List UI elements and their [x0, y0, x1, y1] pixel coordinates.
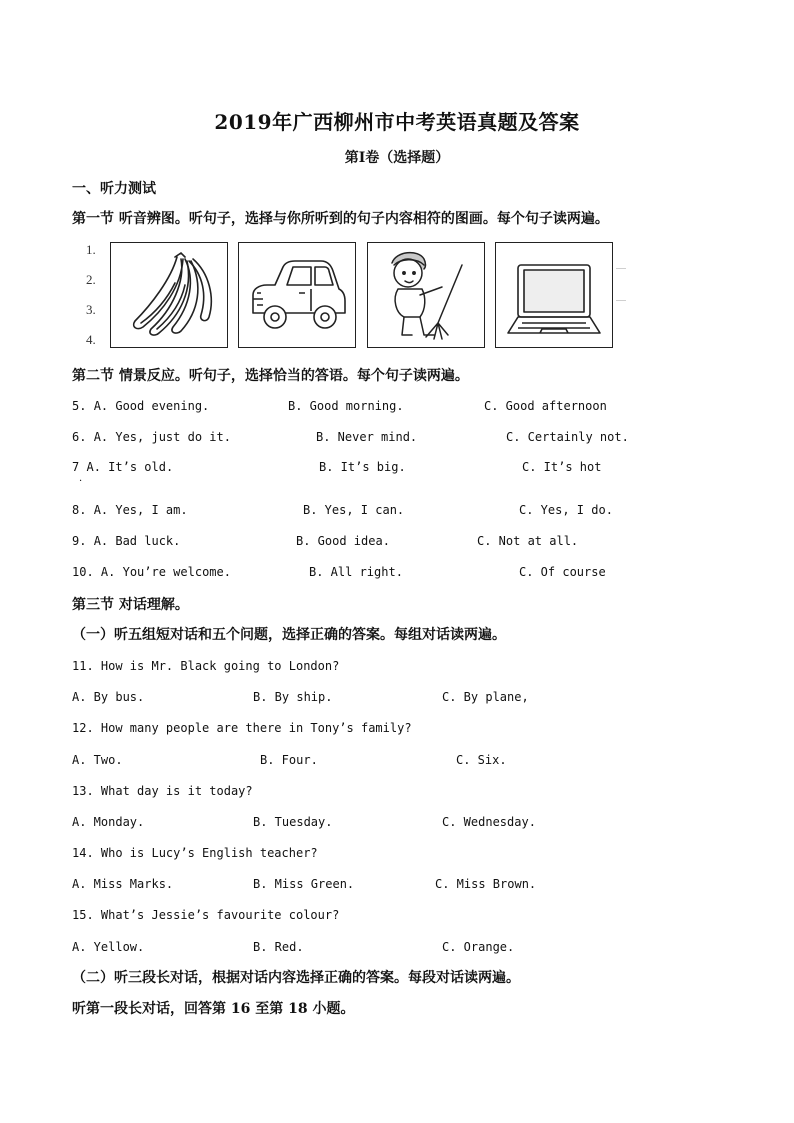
page-title: 2019年广西柳州市中考英语真题及答案	[214, 110, 580, 134]
section3-heading: 第三节 对话理解。	[72, 597, 189, 613]
question-number: 9.	[72, 534, 87, 548]
question-6	[72, 430, 231, 444]
question-14: 14. Who is Lucy’s English teacher?	[72, 846, 318, 860]
option-c: C. Yes, I do.	[519, 503, 613, 517]
option-c: C. Miss Brown.	[435, 877, 537, 891]
option-b: B. Good idea.	[296, 534, 390, 548]
option-a: A. Two.	[72, 753, 123, 767]
option-c: C. By plane,	[442, 690, 529, 704]
picture-number-3: 3.	[86, 302, 96, 317]
picture-number-4: 4.	[86, 332, 96, 347]
option-a: A. Yes, just do it.	[93, 430, 231, 444]
question-number: 7	[72, 460, 80, 474]
option-c: C. It’s hot	[522, 460, 602, 474]
picture-number-2: 2.	[86, 272, 96, 287]
option-c: C. Orange.	[442, 940, 515, 954]
page-subtitle: 第Ⅰ卷（选择题）	[344, 150, 450, 166]
question-7	[72, 460, 173, 474]
option-a: A. Bad luck.	[93, 534, 181, 548]
question-9	[72, 534, 180, 548]
section2-heading: 第二节 情景反应。听句子，选择恰当的答语。每个句子读两遍。	[72, 368, 469, 384]
section3-part2-heading: （二）听三段长对话，根据对话内容选择正确的答案。每段对话读两遍。	[72, 970, 520, 986]
option-c: C. Six.	[456, 753, 507, 767]
question-12: 12. How many people are there in Tony’s family?	[72, 721, 412, 735]
option-a: A. By bus.	[72, 690, 145, 704]
picture-car	[238, 242, 356, 348]
question-number: 8.	[72, 503, 87, 517]
picture-number-1: 1.	[86, 242, 96, 257]
option-a: A. You’re welcome.	[100, 565, 231, 579]
option-b: B. By ship.	[253, 690, 333, 704]
option-b: B. Four.	[260, 753, 318, 767]
option-c: C. Certainly not.	[506, 430, 629, 444]
option-b: B. Red.	[253, 940, 304, 954]
option-a: A. Yes, I am.	[93, 503, 188, 517]
option-a: A. It’s old.	[86, 460, 174, 474]
question-13: 13. What day is it today?	[72, 784, 253, 798]
question-number: 10.	[72, 565, 94, 579]
option-b: B. Good morning.	[288, 399, 404, 413]
section3-part2-instruction: 听第一段长对话，回答第 16 至第 18 小题。	[72, 1001, 355, 1017]
option-b: B. All right.	[309, 565, 403, 579]
car-icon	[239, 243, 354, 346]
picture-computer	[495, 242, 613, 348]
option-b: B. Yes, I can.	[303, 503, 405, 517]
option-c: C. Good afternoon	[484, 399, 607, 413]
picture-bananas	[110, 242, 228, 348]
question-number: 5.	[72, 399, 87, 413]
boy-sweeping-icon	[368, 243, 483, 346]
option-b: B. Tuesday.	[253, 815, 333, 829]
question-15: 15. What’s Jessie’s favourite colour?	[72, 908, 340, 922]
question-5	[72, 399, 209, 413]
bananas-icon	[111, 243, 226, 346]
section1-heading: 第一节 听音辨图。听句子，选择与你所听到的句子内容相符的图画。每个句子读两遍。	[72, 211, 609, 227]
computer-icon	[496, 243, 611, 346]
option-a: A. Yellow.	[72, 940, 145, 954]
option-a: A. Miss Marks.	[72, 877, 174, 891]
option-a: A. Monday.	[72, 815, 145, 829]
option-b: B. Never mind.	[316, 430, 418, 444]
option-c: C. Wednesday.	[442, 815, 536, 829]
option-b: B. It’s big.	[319, 460, 406, 474]
option-b: B. Miss Green.	[253, 877, 355, 891]
option-a: A. Good evening.	[93, 399, 210, 413]
option-c: C. Of course	[519, 565, 606, 579]
section3-part1-heading: （一）听五组短对话和五个问题，选择正确的答案。每组对话读两遍。	[72, 627, 506, 643]
question-10	[72, 565, 231, 579]
question-8	[72, 503, 188, 517]
picture-boy-sweeping	[367, 242, 485, 348]
option-c: C. Not at all.	[477, 534, 579, 548]
part1-heading: 一、听力测试	[72, 181, 156, 197]
question-number: 6.	[72, 430, 87, 444]
question-11: 11. How is Mr. Black going to London?	[72, 659, 340, 673]
